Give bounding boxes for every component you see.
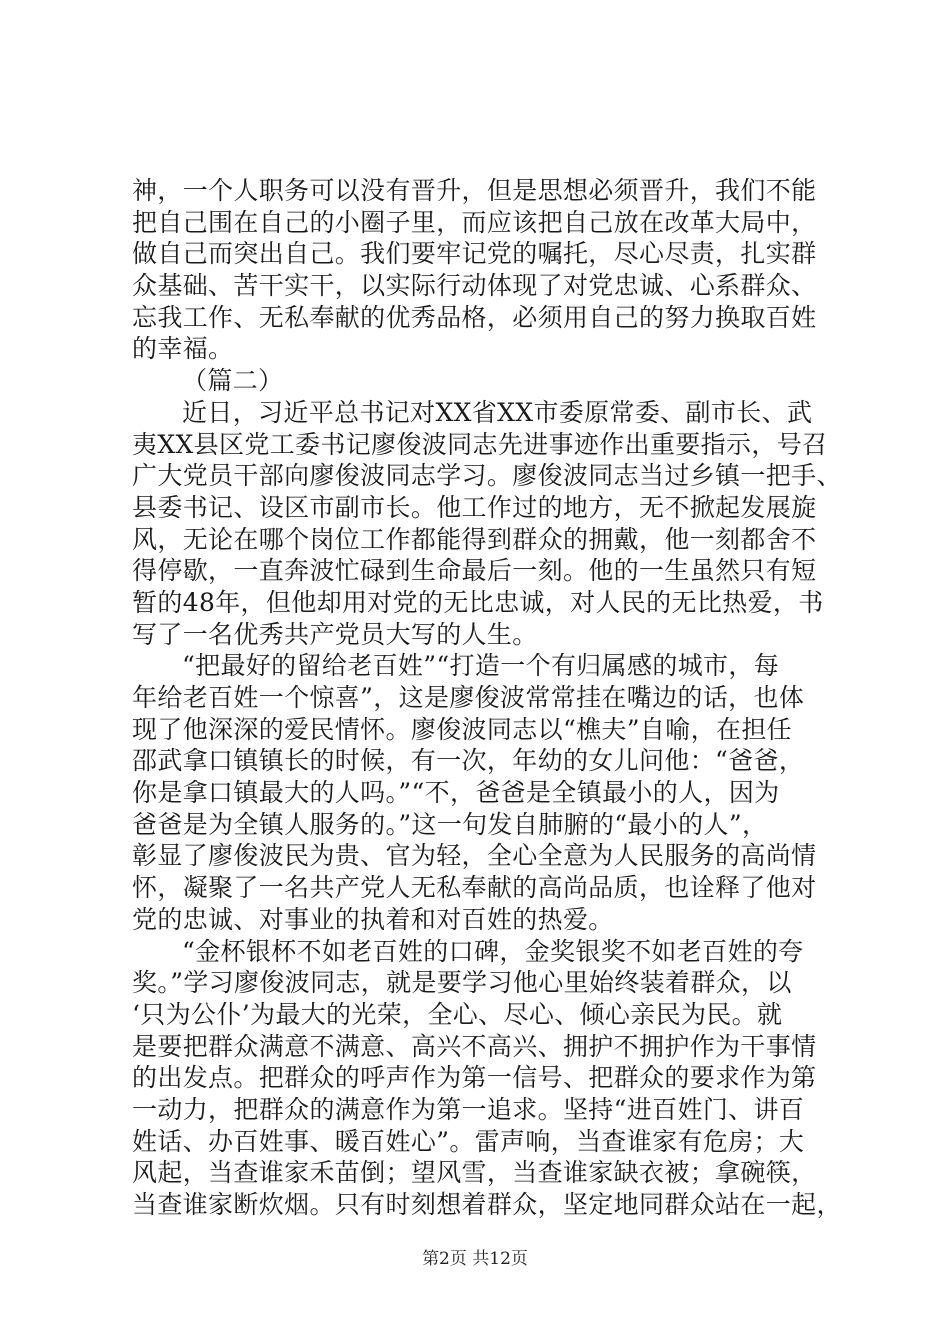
text-line: 彰显了廖俊波民为贵、官为轻，全心全意为人民服务的高尚情 [132, 841, 817, 871]
text-line: 神，一个人职务可以没有晋升，但是思想必须晋升，我们不能 [132, 176, 817, 205]
text-line: 怀，凝聚了一名共产党人无私奉献的高尚品质，也诠释了他对 [132, 873, 817, 903]
text-line: 奖。”学习廖俊波同志，就是要学习他心里始终装着群众，以 [132, 968, 792, 998]
text-line: 现了他深深的爱民情怀。廖俊波同志以“樵夫”自喻，在担任 [132, 714, 793, 744]
text-line: 的幸福。 [132, 334, 234, 364]
document-body [132, 175, 842, 1221]
text-line: 姓话、办百姓事、暖百姓心”。雷声响，当查谁家有危房；大 [132, 1126, 805, 1156]
text-line: 把自己围在自己的小圈子里，而应该把自己放在改革大局中， [132, 207, 817, 237]
text-line: 忘我工作、无私奉献的优秀品格，必须用自己的努力换取百姓 [132, 302, 817, 332]
text-line: 得停歇，一直奔波忙碌到生命最后一刻。他的一生虽然只有短 [132, 556, 817, 586]
text-line: 邵武拿口镇镇长的时候，有一次，年幼的女儿问他：“爸爸， [132, 746, 805, 776]
text-line: 夷XX县区党工委书记廖俊波同志先进事迹作出重要指示，号召 [132, 429, 828, 459]
text-line: （篇二） [182, 366, 284, 396]
text-line: 一动力，把群众的满意作为第一追求。坚持“进百姓门、讲百 [132, 1094, 805, 1124]
page-footer: 第2页 共12页 [422, 1249, 528, 1269]
text-line: 暂的48年，但他却用对党的无比忠诚，对人民的无比热爱，书 [132, 587, 824, 617]
text-line: 众基础、苦干实干，以实际行动体现了对党忠诚、心系群众、 [132, 271, 817, 301]
text-line: 你是拿口镇最大的人吗。”“不，爸爸是全镇最小的人，因为 [132, 778, 780, 808]
text-line: 年给老百姓一个惊喜”，这是廖俊波常常挂在嘴边的话，也体 [132, 683, 805, 712]
text-line: 风，无论在哪个岗位工作都能得到群众的拥戴，他一刻都舍不 [132, 524, 817, 554]
text-line: 做自己而突出自己。我们要牢记党的嘱托，尽心尽责，扎实群 [132, 239, 817, 269]
text-line: 当查谁家断炊烟。只有时刻想着群众，坚定地同群众站在一起， [132, 1190, 842, 1219]
text-line: 的出发点。把群众的呼声作为第一信号、把群众的要求作为第 [132, 1063, 817, 1093]
text-line: 党的忠诚、对事业的执着和对百姓的热爱。 [132, 904, 614, 934]
text-line: 写了一名优秀共产党员大写的人生。 [132, 619, 538, 649]
text-line: 广大党员干部向廖俊波同志学习。廖俊波同志当过乡镇一把手、 [132, 461, 842, 491]
text-line: 县委书记、设区市副市长。他工作过的地方，无不掀起发展旋 [132, 492, 817, 522]
text-line: 是要把群众满意不满意、高兴不高兴、拥护不拥护作为干事情 [132, 1031, 817, 1061]
text-line: 风起，当查谁家禾苗倒；望风雪，当查谁家缺衣被；拿碗筷， [132, 1158, 817, 1188]
text-line: 近日，习近平总书记对XX省XX市委原常委、副市长、武 [182, 397, 813, 427]
text-line: ‘只为公仆’为最大的光荣，全心、尽心、倾心亲民为民。就 [132, 999, 783, 1029]
text-line: “金杯银杯不如老百姓的口碑，金奖银奖不如老百姓的夸 [182, 936, 804, 966]
text-line: “把最好的留给老百姓”“打造一个有归属感的城市，每 [182, 651, 780, 681]
text-line: 爸爸是为全镇人服务的。”这一句发自肺腑的“最小的人”， [132, 809, 768, 839]
